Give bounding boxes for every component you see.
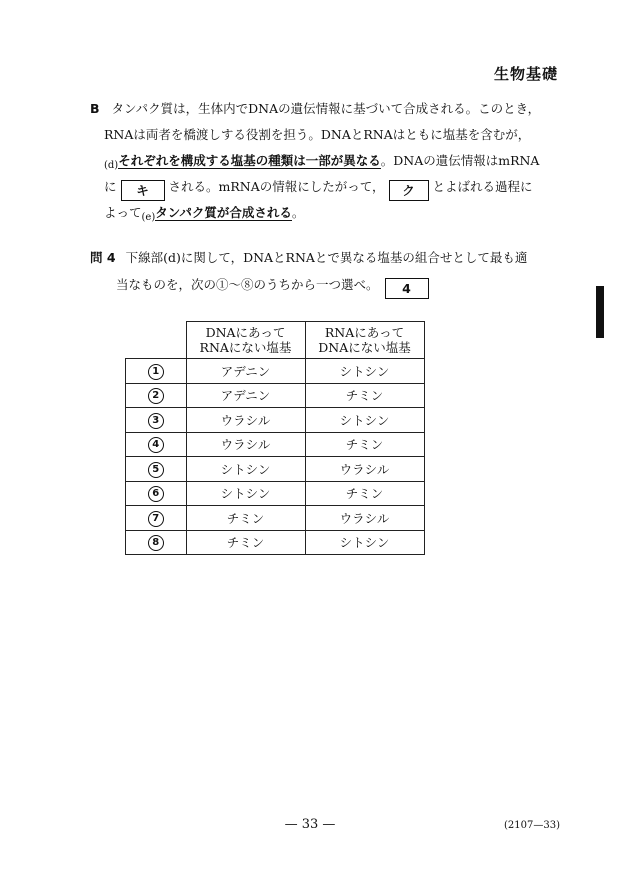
section-b	[90, 96, 560, 226]
header-text: DNAにない塩基	[318, 340, 411, 355]
underlined-text-e: タンパク質が合成される	[155, 205, 292, 220]
dna-base-cell: アデニン	[186, 359, 305, 384]
paragraph-text: 。	[291, 205, 305, 220]
question-label: 問 4	[90, 250, 116, 265]
dna-base-cell: シトシン	[186, 457, 305, 482]
section-b-line-2	[90, 122, 560, 148]
circled-number: 3	[148, 413, 164, 429]
dna-base-cell: チミン	[186, 506, 305, 531]
circled-number: 8	[148, 535, 164, 551]
option-number-cell	[126, 359, 187, 384]
exam-code: (2107—33)	[504, 820, 560, 831]
option-number-cell	[126, 481, 187, 506]
circled-number: 1	[148, 364, 164, 380]
dna-base-cell: チミン	[186, 530, 305, 555]
dna-base-cell: ウラシル	[186, 408, 305, 433]
blank-box-ki: キ	[121, 180, 165, 201]
table-corner-cell	[126, 322, 187, 359]
rna-base-cell: チミン	[305, 481, 424, 506]
blank-box-ku: ク	[389, 180, 429, 201]
table-row	[126, 432, 425, 457]
option-number-cell	[126, 506, 187, 531]
option-number-cell	[126, 457, 187, 482]
column-header-dna-only	[186, 322, 305, 359]
paragraph-text: 。DNAの遺伝情報はmRNA	[380, 153, 540, 168]
underline-marker-d: (d)	[104, 160, 119, 171]
table-row	[126, 408, 425, 433]
section-b-line-1	[90, 96, 560, 122]
header-text: DNAにあって	[205, 325, 286, 340]
header-text: RNAにあって	[324, 325, 405, 340]
rna-base-cell: チミン	[305, 383, 424, 408]
option-number-cell	[126, 530, 187, 555]
paragraph-text: RNAは両者を橋渡しする役割を担う。DNAとRNAはともに塩基を含むが，	[104, 127, 531, 142]
option-number-cell	[126, 432, 187, 457]
question-line-2	[90, 271, 560, 299]
question-text: 下線部(d)に関して，DNAとRNAとで異なる塩基の組合せとして最も適	[125, 250, 528, 265]
question-text: 当なものを，次の①～⑧のうちから一つ選べ。	[116, 277, 379, 292]
circled-number: 6	[148, 486, 164, 502]
rna-base-cell: チミン	[305, 432, 424, 457]
column-header-rna-only	[305, 322, 424, 359]
page-edge-marker	[596, 286, 604, 338]
page-number: — 33 —	[284, 817, 336, 832]
circled-number: 2	[148, 388, 164, 404]
table-header-row	[126, 322, 425, 359]
dna-base-cell: アデニン	[186, 383, 305, 408]
dna-base-cell: シトシン	[186, 481, 305, 506]
options-table	[125, 321, 425, 555]
section-b-line-5	[90, 200, 560, 226]
header-text: RNAにない塩基	[199, 340, 292, 355]
section-label: B	[90, 101, 100, 116]
option-number-cell	[126, 383, 187, 408]
underline-marker-e: (e)	[141, 212, 156, 223]
rna-base-cell: ウラシル	[305, 506, 424, 531]
option-number-cell	[126, 408, 187, 433]
rna-base-cell: シトシン	[305, 359, 424, 384]
section-b-line-4	[90, 174, 560, 200]
table-row	[126, 530, 425, 555]
underlined-text-d: それぞれを構成する塩基の種類は一部が異なる	[118, 153, 381, 168]
rna-base-cell: ウラシル	[305, 457, 424, 482]
section-b-line-3	[90, 148, 560, 174]
table-row	[126, 383, 425, 408]
table-row	[126, 506, 425, 531]
subject-title: 生物基礎	[493, 65, 558, 83]
circled-number: 7	[148, 511, 164, 527]
circled-number: 5	[148, 462, 164, 478]
table-row	[126, 481, 425, 506]
dna-base-cell: ウラシル	[186, 432, 305, 457]
table-row	[126, 359, 425, 384]
paragraph-text: タンパク質は，生体内でDNAの遺伝情報に基づいて合成される。このとき，	[111, 101, 541, 116]
paragraph-text: よって	[104, 205, 142, 220]
circled-number: 4	[148, 437, 164, 453]
question-4	[90, 244, 560, 299]
rna-base-cell: シトシン	[305, 408, 424, 433]
table-row	[126, 457, 425, 482]
paragraph-text: される。mRNAの情報にしたがって，	[168, 179, 385, 194]
paragraph-text: に	[104, 179, 117, 194]
rna-base-cell: シトシン	[305, 530, 424, 555]
question-line-1	[90, 244, 560, 271]
answer-box[interactable]: 4	[385, 278, 429, 299]
paragraph-text: とよばれる過程に	[432, 179, 533, 194]
